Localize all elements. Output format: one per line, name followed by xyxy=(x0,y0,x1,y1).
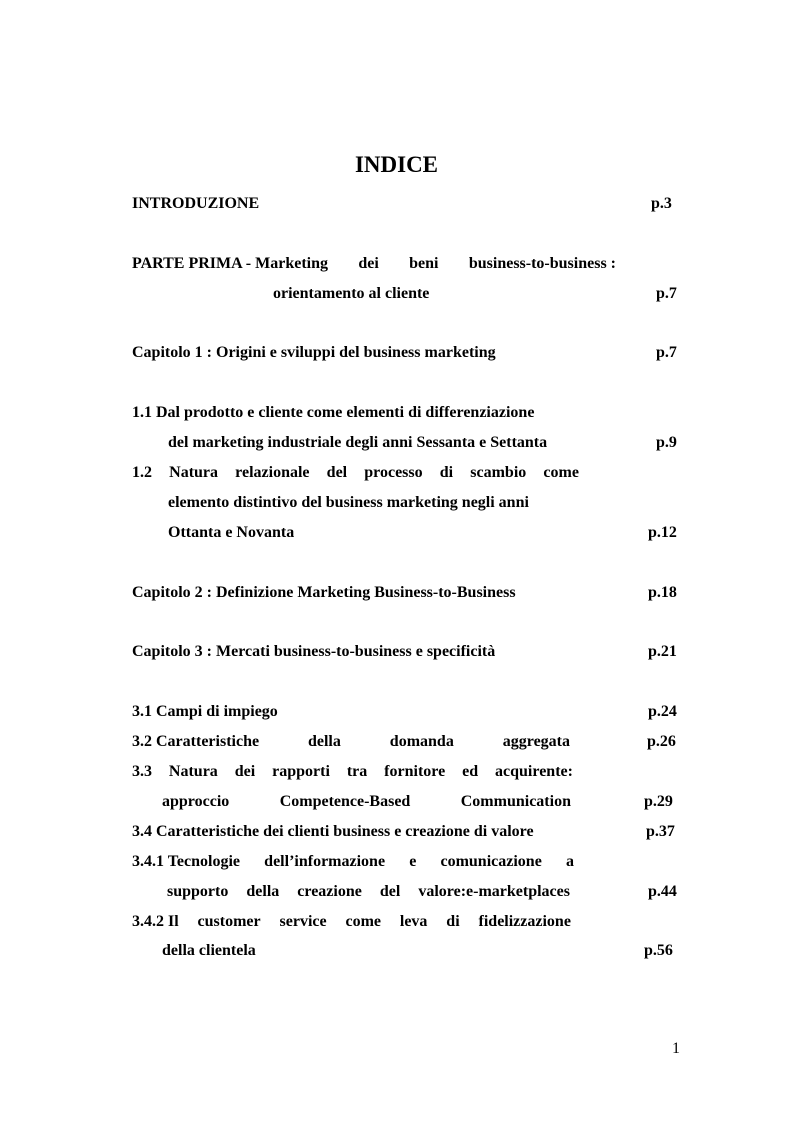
page-title: INDICE xyxy=(354,152,439,177)
toc-s1-2-line1 xyxy=(132,463,579,483)
toc-word: della xyxy=(307,733,341,750)
toc-word: di xyxy=(446,913,460,930)
toc-word: dei xyxy=(358,255,379,272)
page-number: 1 xyxy=(672,1040,680,1057)
toc-word: supporto xyxy=(167,883,229,900)
toc-word: comunicazione xyxy=(440,853,542,870)
toc-word: 3.2 Caratteristiche xyxy=(132,733,260,750)
toc-s3-2-line1 xyxy=(132,732,570,752)
toc-word: customer xyxy=(197,913,261,930)
toc-cap3-page: p.21 xyxy=(648,643,677,660)
toc-word: valore:e-marketplaces xyxy=(418,883,570,900)
toc-cap2-page: p.18 xyxy=(648,584,677,601)
toc-s3-4-1-line2 xyxy=(167,882,570,902)
toc-word: fidelizzazione xyxy=(478,913,571,930)
toc-s1-2-page: p.12 xyxy=(648,524,677,541)
toc-word: creazione xyxy=(297,883,362,900)
toc-word: come xyxy=(345,913,381,930)
toc-word: service xyxy=(279,913,327,930)
toc-s3-4-1-page: p.44 xyxy=(648,883,677,900)
toc-word: e xyxy=(409,853,417,870)
toc-word: relazionale xyxy=(235,464,310,481)
toc-word: acquirente: xyxy=(495,763,573,780)
toc-word: leva xyxy=(399,913,428,930)
toc-s1-1-page: p.9 xyxy=(656,434,677,451)
toc-word: 1.2 xyxy=(132,464,152,481)
toc-word: della xyxy=(246,883,280,900)
toc-word: scambio xyxy=(470,464,527,481)
toc-s3-1-page: p.24 xyxy=(648,703,677,720)
toc-s3-3-page: p.29 xyxy=(644,793,673,810)
toc-word: approccio xyxy=(162,793,230,810)
toc-s3-2-page: p.26 xyxy=(647,733,676,750)
toc-word: dei xyxy=(234,763,256,780)
toc-word: Natura xyxy=(169,464,219,481)
toc-s1-2-line2: elemento distintivo del business marketing negli anni xyxy=(168,494,529,511)
toc-word: PARTE PRIMA - Marketing xyxy=(132,255,329,272)
toc-s3-3-line1 xyxy=(132,762,573,782)
toc-s1-1-line2: del marketing industriale degli anni Sessanta e Settanta xyxy=(168,434,548,451)
toc-s3-4-2-page: p.56 xyxy=(644,942,673,959)
toc-s3-1-label: 3.1 Campi di impiego xyxy=(132,703,278,720)
toc-cap3-label: Capitolo 3 : Mercati business-to-business e specificità xyxy=(132,643,496,660)
toc-word: dell’informazione xyxy=(264,853,386,870)
toc-cap2-label: Capitolo 2 : Definizione Marketing Business-to-Business xyxy=(132,584,516,601)
toc-word: Natura xyxy=(168,763,218,780)
toc-s3-4-2-line1 xyxy=(132,912,571,932)
toc-word: fornitore xyxy=(384,763,446,780)
toc-word: 3.3 xyxy=(132,763,152,780)
toc-parte-prima-line1 xyxy=(132,254,616,274)
toc-intro-page: p.3 xyxy=(651,195,672,212)
toc-word: processo xyxy=(364,464,423,481)
toc-s3-4-label: 3.4 Caratteristiche dei clienti business e creazione di valore xyxy=(132,823,534,840)
toc-s3-4-1-line1 xyxy=(132,852,574,872)
toc-word: a xyxy=(565,853,574,870)
toc-word: tra xyxy=(346,763,368,780)
toc-word: ed xyxy=(462,763,479,780)
toc-cap1-page: p.7 xyxy=(656,344,677,361)
toc-word: come xyxy=(543,464,579,481)
toc-word: aggregata xyxy=(502,733,570,750)
toc-parte-prima-page: p.7 xyxy=(656,285,677,302)
toc-word: business-to-business : xyxy=(468,255,616,272)
toc-word: del xyxy=(379,883,401,900)
toc-parte-prima-line2: orientamento al cliente xyxy=(273,285,430,302)
toc-intro-label: INTRODUZIONE xyxy=(132,195,260,212)
toc-word: 3.4.2 Il xyxy=(132,913,179,930)
toc-word: di xyxy=(439,464,454,481)
toc-word: domanda xyxy=(389,733,454,750)
toc-s1-2-line3: Ottanta e Novanta xyxy=(168,524,295,541)
toc-word: del xyxy=(326,464,348,481)
toc-cap1-label: Capitolo 1 : Origini e sviluppi del business marketing xyxy=(132,344,496,361)
toc-word: Competence-Based xyxy=(279,793,411,810)
toc-s3-4-2-line2: della clientela xyxy=(162,942,256,959)
toc-word: beni xyxy=(409,255,439,272)
toc-word: Communication xyxy=(460,793,571,810)
toc-s3-4-page: p.37 xyxy=(646,823,675,840)
toc-s3-3-line2 xyxy=(162,792,571,812)
toc-word: rapporti xyxy=(272,763,330,780)
toc-s1-1-line1: 1.1 Dal prodotto e cliente come elementi di differenziazione xyxy=(132,404,535,421)
toc-word: 3.4.1 Tecnologie xyxy=(132,853,241,870)
